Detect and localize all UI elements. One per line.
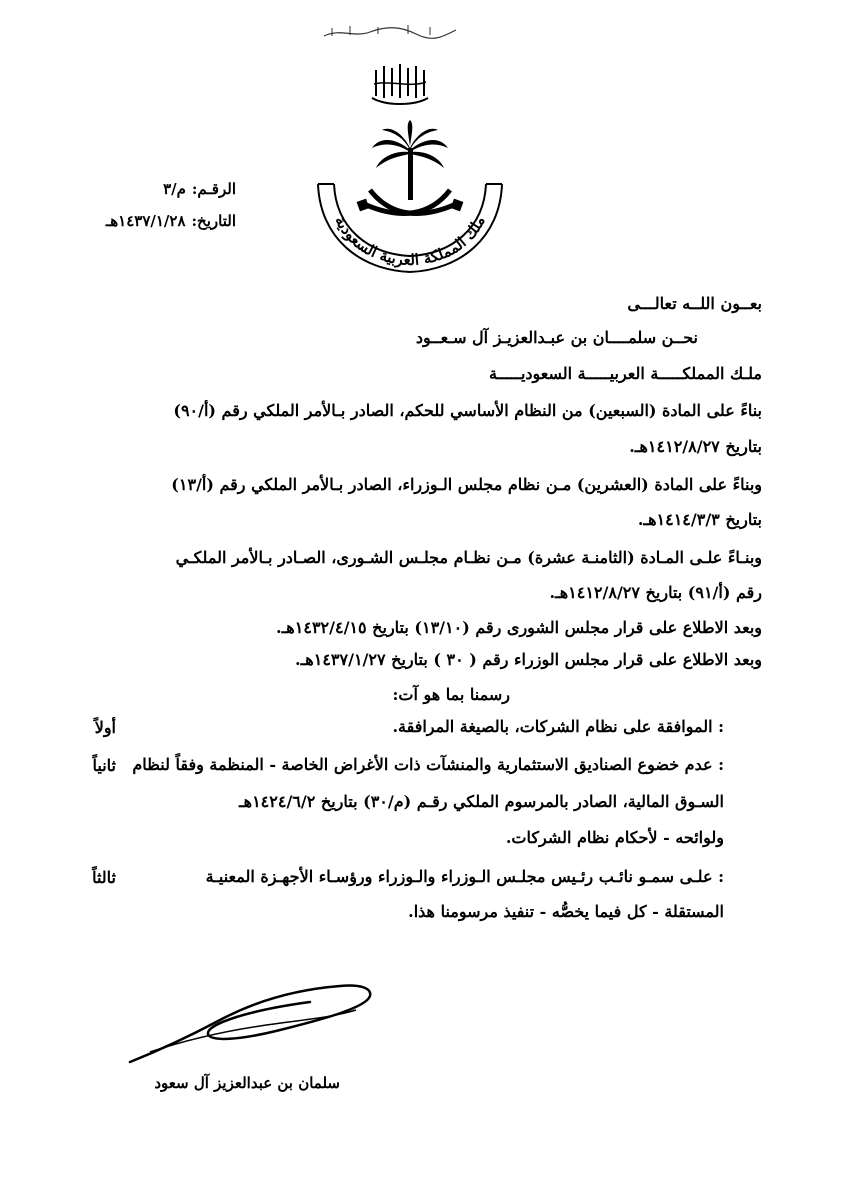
item-third-line: المستقلة - كل فيما يخصُّه - تنفيذ مرسومنا هذا. <box>408 902 724 921</box>
preamble-line: وبناءً على المادة (العشرين) مـن نظام مجلس الـوزراء، الصادر بـالأمر الملكي رقم (أ/١٣) <box>171 475 762 494</box>
item-label-second: ثانياً <box>92 756 116 775</box>
preamble-line: وبعد الاطلاع على قرار مجلس الشورى رقم (١٣/١٠) بتاريخ ١٤٣٢/٤/١٥هـ. <box>276 618 762 637</box>
item-third-line: : علـى سمـو نائـب رئـيس مجلـس الـوزراء والـوزراء ورؤسـاء الأجهـزة المعنيـة <box>205 867 724 886</box>
preamble-line: وبعد الاطلاع على قرار مجلس الوزراء رقم ( ٣٠ ) بتاريخ ١٤٣٧/١/٢٧هـ. <box>295 650 762 669</box>
item-label-third: ثالثاً <box>92 868 116 887</box>
reference-number-value: م/٣ <box>163 180 186 198</box>
preamble-line: بناءً على المادة (السبعين) من النظام الأساسي للحكم، الصادر بـالأمر الملكي رقم (أ/٩٠) <box>173 401 762 420</box>
reference-number-label: الرقـم: <box>191 180 236 198</box>
item-second-line: : عدم خضوع الصناديق الاستثمارية والمنشآت ذات الأغراض الخاصة - المنظمة وفقاً لنظام <box>132 755 724 774</box>
opening-invocation: بعــون اللــه تعالـــى <box>627 294 762 313</box>
signer-name: سلمان بن عبدالعزيز آل سعود <box>154 1074 340 1092</box>
item-label-first: أولاً <box>94 718 116 737</box>
saudi-emblem <box>310 120 510 280</box>
preamble-line: وبنـاءً علـى المـادة (الثامنـة عشرة) مـن نظـام مجلـس الشـورى، الصـادر بـالأمر الملكـي <box>175 548 762 567</box>
reference-date <box>106 212 236 230</box>
reference-date-label: التاريخ: <box>191 212 236 230</box>
reference-date-value: ١٤٣٧/١/٢٨هـ <box>105 212 186 230</box>
emblem-ring-text: ملك المملكة العربية السعودية <box>331 212 489 270</box>
preamble-decree-phrase: رسمنا بما هو آت: <box>392 685 510 704</box>
item-second-line: ولوائحه - لأحكام نظام الشركات. <box>505 828 724 847</box>
opening-king-title: ملـك المملكـــــة العربيـــــة السعوديـــــة <box>488 364 762 383</box>
basmala-calligraphy <box>320 22 460 42</box>
royal-signature <box>120 980 380 1070</box>
reference-number <box>163 180 236 198</box>
preamble-line: بتاريخ ١٤١٤/٣/٣هـ. <box>637 510 762 529</box>
basmala <box>320 22 460 45</box>
shahada-calligraphy <box>370 62 430 108</box>
opening-king-name: نحــن سلمــــان بن عبـدالعزيـز آل سـعــود <box>415 328 698 347</box>
preamble-line: رقم (أ/٩١) بتاريخ ١٤١٢/٨/٢٧هـ. <box>549 583 762 602</box>
item-first-line: : الموافقة على نظام الشركات، بالصيغة المرافقة. <box>392 717 724 736</box>
item-second-line: السـوق المالية، الصادر بالمرسوم الملكي رقـم (م/٣٠) بتاريخ ١٤٢٤/٦/٢هـ <box>238 792 724 811</box>
preamble-line: بتاريخ ١٤١٢/٨/٢٧هـ. <box>629 437 762 456</box>
